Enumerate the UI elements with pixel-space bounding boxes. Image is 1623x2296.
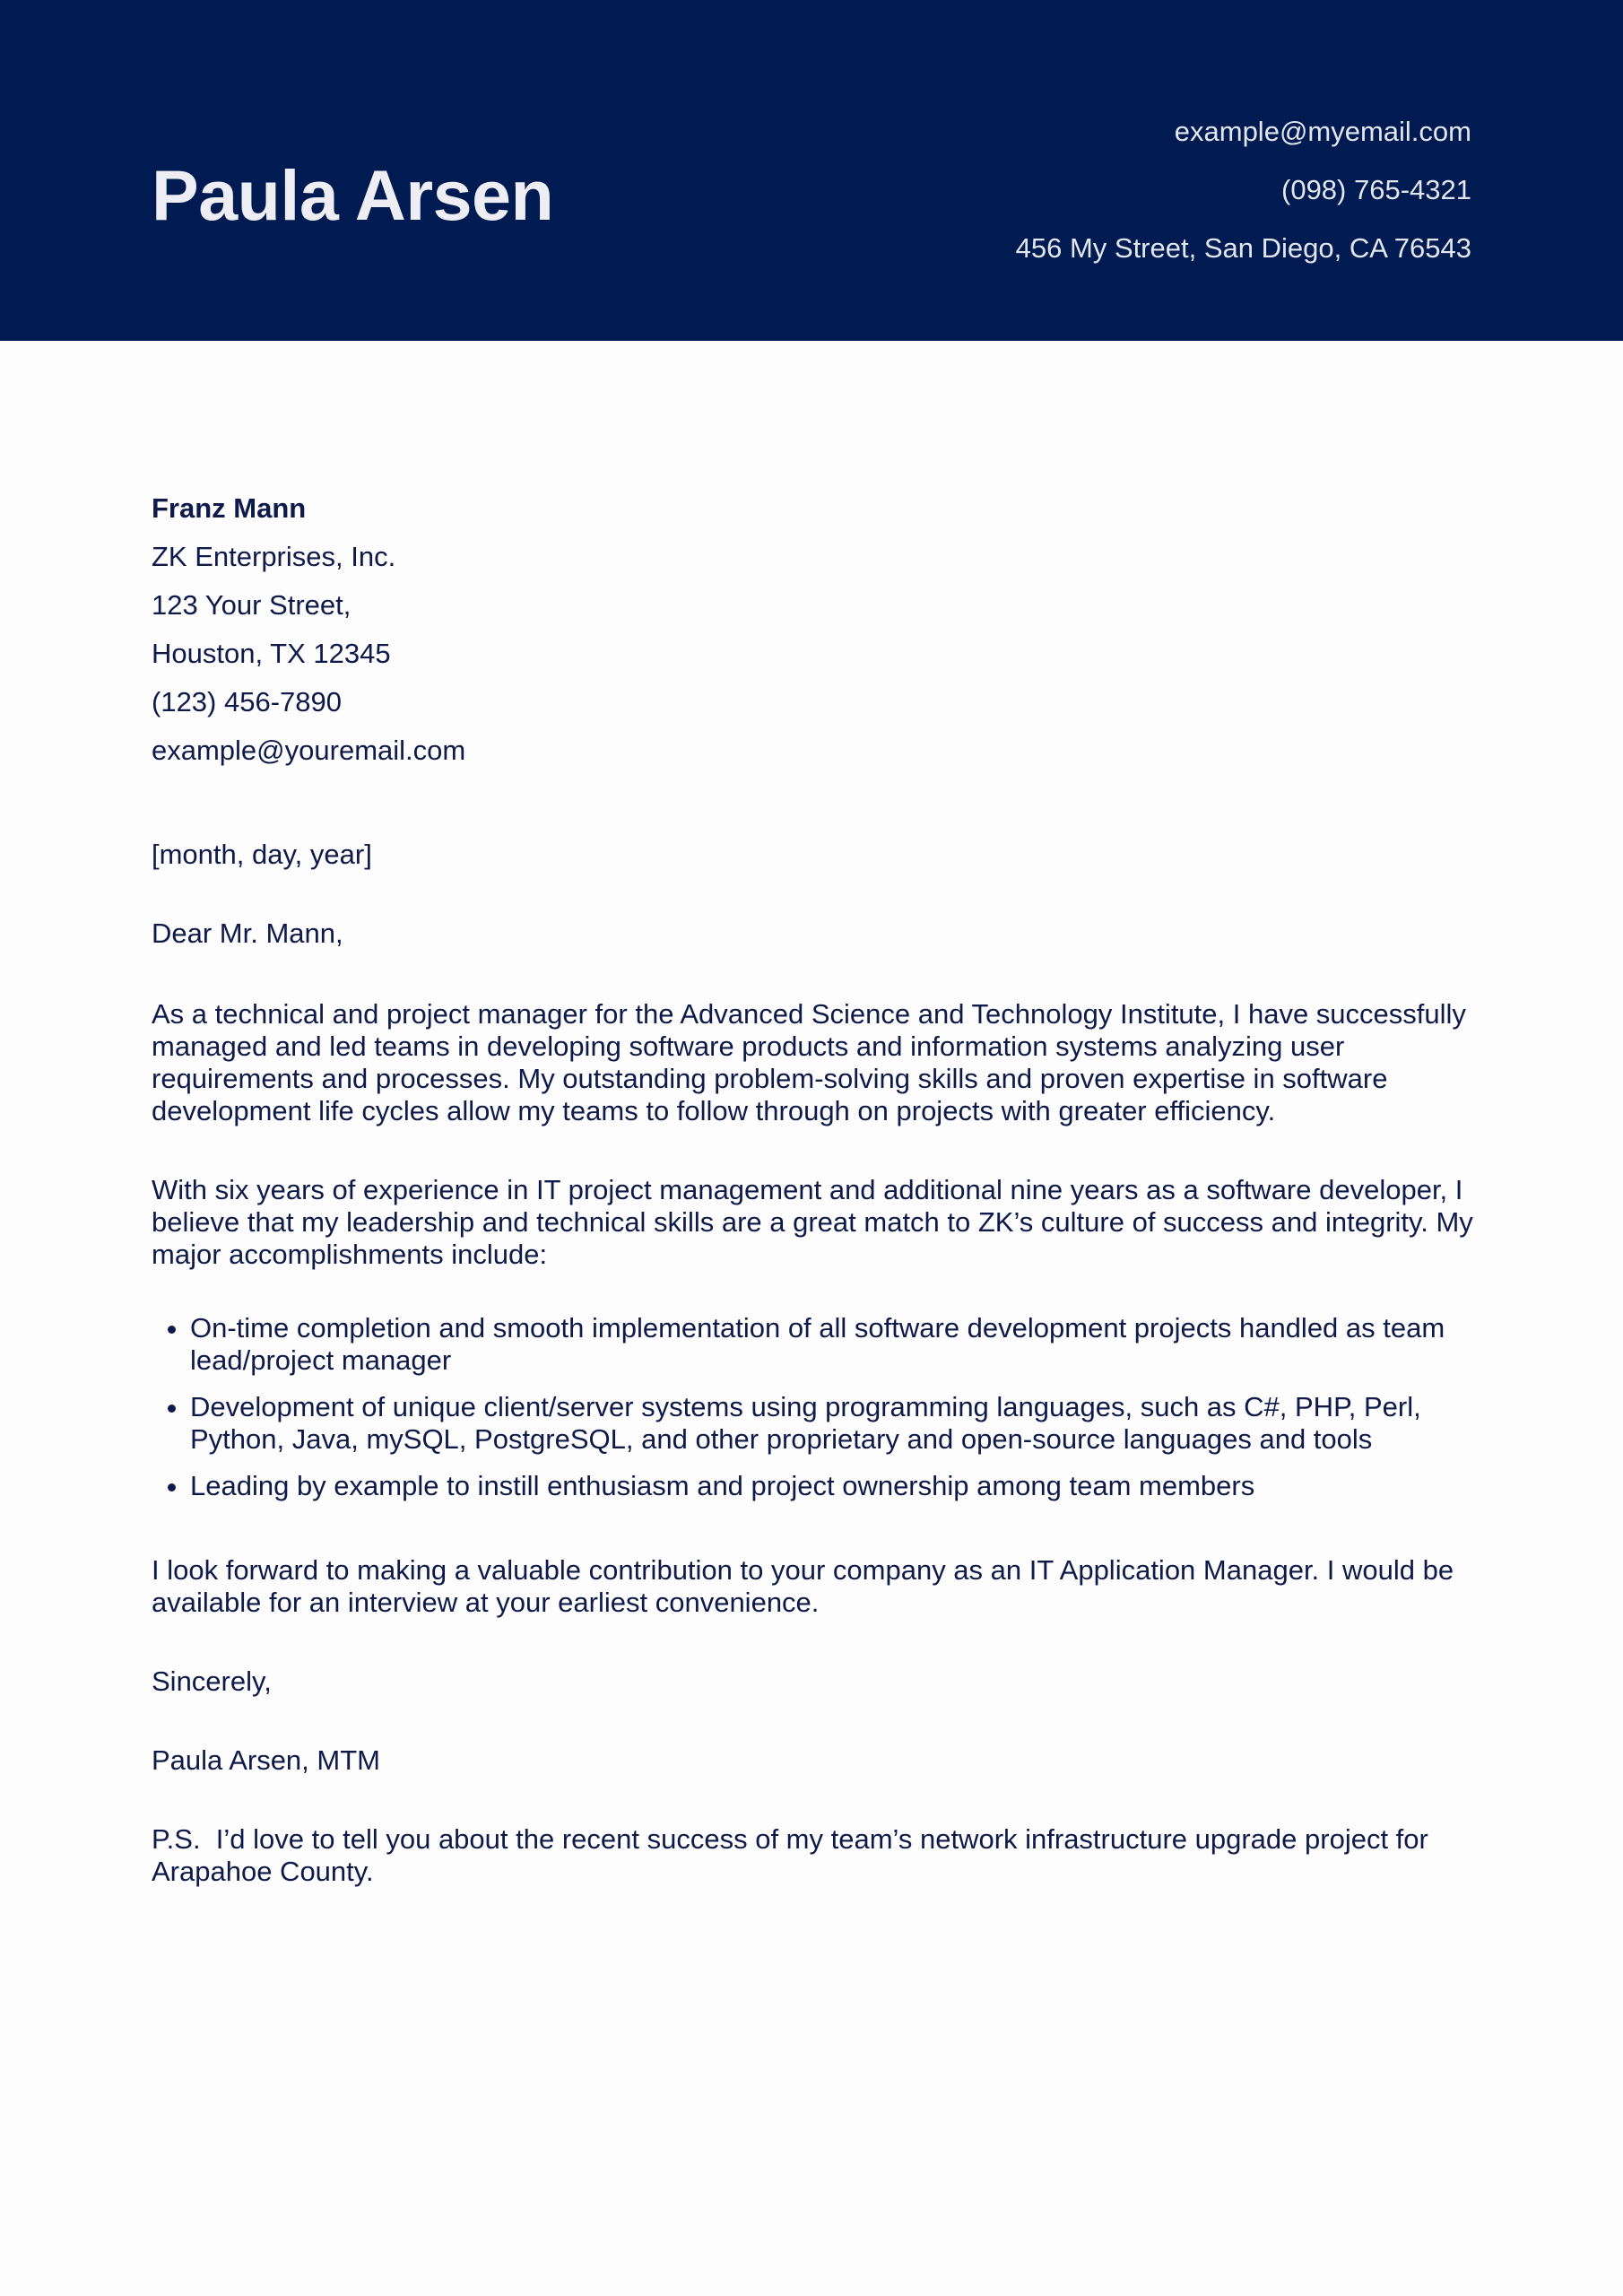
recipient-block	[152, 489, 1474, 779]
list-item: • Leading by example to instill enthusiasm and project ownership among team members	[190, 1470, 1474, 1502]
recipient-street: 123 Your Street,	[152, 589, 352, 621]
sender-phone: (098) 765-4321	[1281, 174, 1471, 205]
closing-paragraph: I look forward to making a valuable contribution to your company as an IT Application Manager. I would be available for an interview at your earliest convenience.	[152, 1554, 1454, 1618]
recipient-name: Franz Mann	[152, 492, 307, 524]
list-item: • Development of unique client/server systems using programming languages, such as C#, PHP, Perl, Python, Java, mySQL, PostgreSQL, and other proprietary and open-source languages and tools	[190, 1391, 1474, 1456]
recipient-city: Houston, TX 12345	[152, 638, 391, 669]
sender-contact	[1016, 114, 1471, 289]
salutation: Dear Mr. Mann,	[152, 918, 343, 949]
recipient-email: example@youremail.com	[152, 735, 466, 766]
accomplishments-list	[152, 1312, 1474, 1502]
letter-header	[0, 0, 1623, 341]
recipient-company: ZK Enterprises, Inc.	[152, 541, 396, 572]
body-paragraph-2: With six years of experience in IT project management and additional nine years as a software developer, I believe that my leadership and technical skills are a great match to ZK’s culture of success and integrity. My major accomplishments include:	[152, 1174, 1473, 1270]
sender-name: Paula Arsen	[152, 155, 554, 235]
sender-email: example@myemail.com	[1174, 116, 1471, 147]
letter-body	[152, 489, 1474, 1888]
recipient-phone: (123) 456-7890	[152, 686, 342, 718]
sender-address: 456 My Street, San Diego, CA 76543	[1015, 232, 1471, 264]
list-item: • On-time completion and smooth implementation of all software development projects handled as team lead/project manager	[190, 1312, 1474, 1377]
signature: Paula Arsen, MTM	[152, 1744, 380, 1776]
sign-off: Sincerely,	[152, 1665, 272, 1697]
body-paragraph-1: As a technical and project manager for the Advanced Science and Technology Institute, I have successfully managed and led teams in developing software products and information systems analyzing user requirements and processes. My outstanding problem-solving skills and proven expertise in software development life cycles allow my teams to follow through on projects with greater efficiency.	[152, 998, 1466, 1126]
letter-date: [month, day, year]	[152, 839, 372, 870]
postscript: P.S. I’d love to tell you about the recent success of my team’s network infrastructure upgrade project for Arapahoe County.	[152, 1823, 1435, 1887]
